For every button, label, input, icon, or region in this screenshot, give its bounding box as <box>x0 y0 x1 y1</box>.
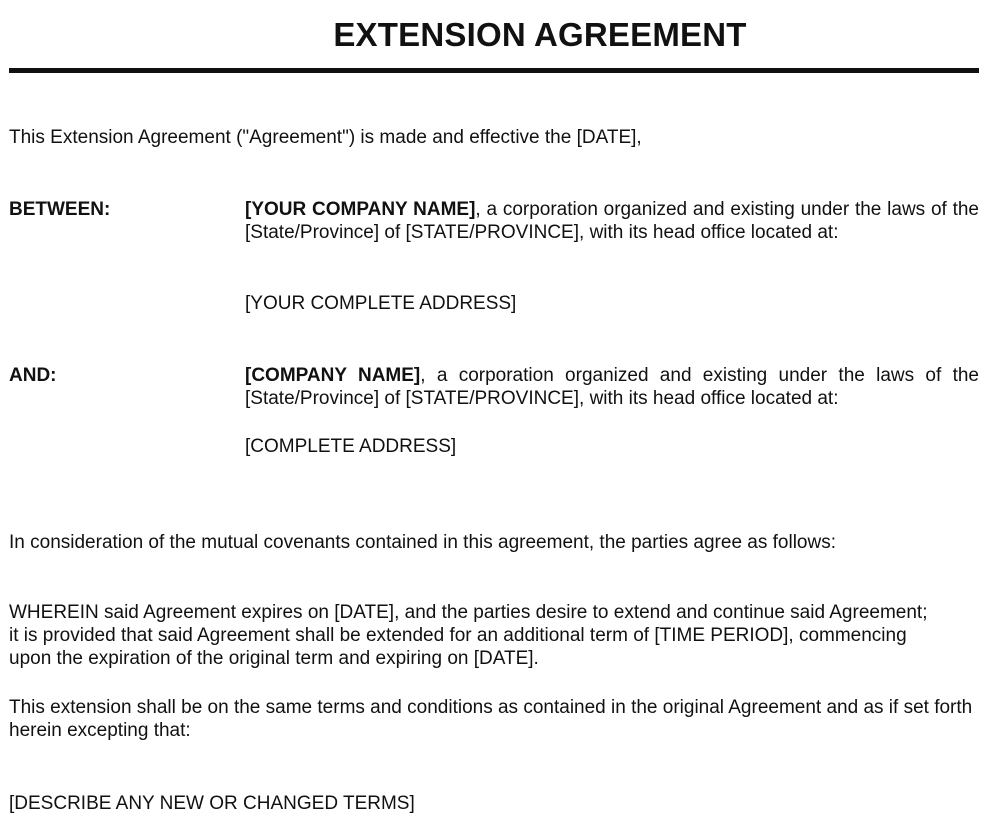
and-address: [COMPLETE ADDRESS] <box>245 436 457 457</box>
and-company-details: , a corporation organized and existing under the laws of the [State/Province] of [STATE/PROVINCE], with its head office located at: <box>245 365 979 409</box>
changed-terms-placeholder: [DESCRIBE ANY NEW OR CHANGED TERMS] <box>9 793 415 814</box>
title-divider <box>9 68 979 73</box>
between-company-name: [YOUR COMPANY NAME] <box>245 199 476 220</box>
and-party-description <box>245 364 979 410</box>
and-label: AND: <box>9 365 57 386</box>
between-company-details: , a corporation organized and existing under the laws of the [State/Province] of [STATE/PROVINCE], with its head office located at: <box>245 199 979 243</box>
between-address: [YOUR COMPLETE ADDRESS] <box>245 293 517 314</box>
between-party-description <box>245 198 979 244</box>
between-label: BETWEEN: <box>9 199 111 220</box>
and-company-name: [COMPANY NAME] <box>245 365 421 386</box>
intro-paragraph: This Extension Agreement ("Agreement") is made and effective the [DATE], <box>9 127 642 148</box>
extension-terms-paragraph: This extension shall be on the same terms and conditions as contained in the original Agreement and as if set forth herein excepting that: <box>9 697 973 741</box>
document-title: EXTENSION AGREEMENT <box>333 16 747 53</box>
consideration-paragraph: In consideration of the mutual covenants contained in this agreement, the parties agree as follows: <box>9 532 836 553</box>
wherein-paragraph: WHEREIN said Agreement expires on [DATE], and the parties desire to extend and continue said Agreement; it is provided that said Agreement shall be extended for an additional term of [TIME PERIOD], commencing upon the expiration of the original term and expiring on [DATE]. <box>9 602 928 669</box>
